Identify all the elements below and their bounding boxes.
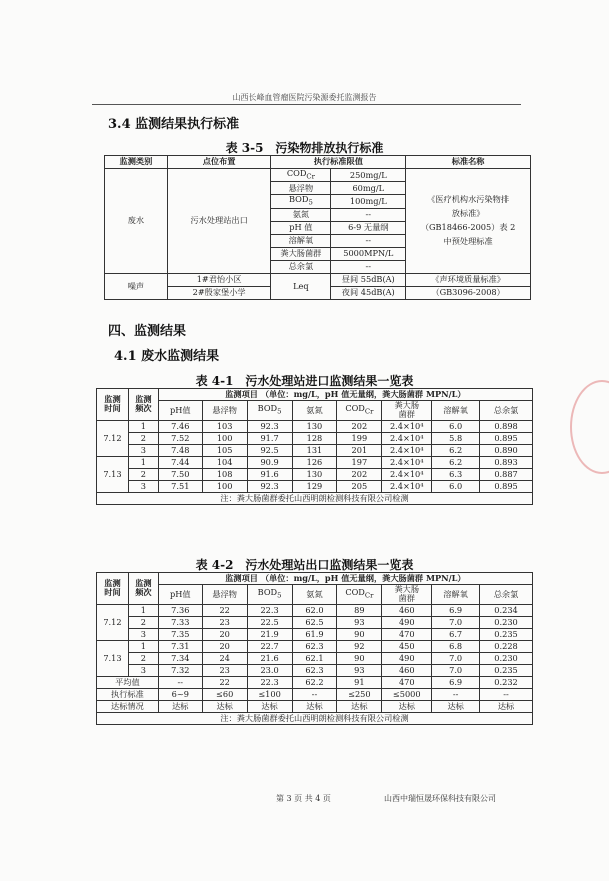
value-cell: 2.4×10⁴	[382, 420, 432, 432]
value-cell: 202	[337, 420, 382, 432]
value-cell: 22.7	[247, 640, 292, 652]
header-rule	[92, 104, 521, 105]
table-row: pH 值 6-9 无量纲	[105, 221, 531, 234]
value-cell: 91	[337, 676, 382, 688]
value-cell: 6.2	[432, 444, 480, 456]
table-note: 注：粪大肠菌群委托山西明朗检测科技有限公司检测	[97, 492, 533, 504]
value-cell: 20	[202, 640, 247, 652]
table-row	[97, 432, 533, 444]
summary-row	[97, 700, 533, 712]
value-cell: 2.4×10⁴	[382, 456, 432, 468]
value-cell: 2	[128, 652, 158, 664]
value-cell: 22.3	[247, 604, 292, 616]
value-cell: 7.44	[158, 456, 202, 468]
value-cell: 0.235	[480, 664, 533, 676]
value-cell: 92.3	[247, 420, 292, 432]
value-cell: 7.31	[158, 640, 202, 652]
value-cell: 0.230	[480, 616, 533, 628]
table-row	[97, 444, 533, 456]
param-cell: $COD_{Cr}$	[271, 169, 331, 182]
value-cell: 6.0	[432, 480, 480, 492]
value-cell: 6.8	[432, 640, 480, 652]
table-row	[97, 604, 533, 616]
limit-cell: 250mg/L	[331, 169, 406, 182]
value-cell: 104	[202, 456, 247, 468]
value-cell: 7.0	[432, 664, 480, 676]
table-row: 悬浮物 60mg/L	[105, 182, 531, 195]
table-4-2-summary	[97, 676, 533, 712]
value-cell: 20	[202, 628, 247, 640]
summary-row	[97, 688, 533, 700]
table-row	[105, 169, 531, 182]
value-cell: 6~9	[158, 688, 202, 700]
value-cell: 62.3	[292, 640, 337, 652]
value-cell: 61.9	[292, 628, 337, 640]
table-row: 总余氯 --	[105, 260, 531, 273]
category-cell: 废水	[105, 169, 168, 274]
location-cell: 污水处理站出口	[167, 169, 271, 274]
value-cell: 490	[382, 652, 432, 664]
value-cell: 2	[128, 432, 158, 444]
value-cell: 3	[128, 444, 158, 456]
value-cell: 2.4×10⁴	[382, 444, 432, 456]
value-cell: 130	[292, 468, 337, 480]
value-cell: 128	[292, 432, 337, 444]
col-header: 标准名称	[406, 156, 531, 169]
summary-row	[97, 676, 533, 688]
value-cell: ≤60	[202, 688, 247, 700]
standard-cell: 《医疗机构水污染物排 放标准》 （GB18466-2005）表 2 中预处理标准	[406, 169, 531, 274]
value-cell: 2.4×10⁴	[382, 468, 432, 480]
value-cell: 62.5	[292, 616, 337, 628]
value-cell: 0.895	[480, 432, 533, 444]
value-cell: 62.2	[292, 676, 337, 688]
value-cell: 7.32	[158, 664, 202, 676]
value-cell: 92.3	[247, 480, 292, 492]
value-cell: 24	[202, 652, 247, 664]
value-cell: 0.235	[480, 628, 533, 640]
table-3-5	[104, 155, 531, 300]
value-cell: ≤100	[247, 688, 292, 700]
value-cell: 131	[292, 444, 337, 456]
table-3-5-caption: 表 3-5 污染物排放执行标准	[225, 141, 384, 155]
company-footer: 山西中瑞恒晟环保科技有限公司	[384, 794, 496, 803]
summary-label: 平均值	[97, 676, 159, 688]
value-cell: 93	[337, 664, 382, 676]
value-cell: 6.7	[432, 628, 480, 640]
section-3-4-heading: 3.4 监测结果执行标准	[108, 117, 240, 132]
value-cell: 62.1	[292, 652, 337, 664]
value-cell: 0.895	[480, 480, 533, 492]
table-row	[97, 664, 533, 676]
value-cell: 达标	[337, 700, 382, 712]
value-cell: 470	[382, 676, 432, 688]
value-cell: 205	[337, 480, 382, 492]
value-cell: 22	[202, 604, 247, 616]
table-4-1-body	[97, 420, 533, 492]
value-cell: 89	[337, 604, 382, 616]
table-row: 噪声 1#君怡小区 Leq 昼间 55dB(A) 《声环境质量标准》	[105, 273, 531, 286]
table-row	[97, 480, 533, 492]
value-cell: 1	[128, 456, 158, 468]
value-cell: 7.51	[158, 480, 202, 492]
value-cell: 460	[382, 664, 432, 676]
value-cell: 7.35	[158, 628, 202, 640]
table-row	[97, 652, 533, 664]
value-cell: 3	[128, 480, 158, 492]
value-cell: 90	[337, 628, 382, 640]
value-cell: 126	[292, 456, 337, 468]
value-cell: 0.228	[480, 640, 533, 652]
date-cell: 7.13	[97, 456, 129, 492]
table-row	[97, 640, 533, 652]
value-cell: 90	[337, 652, 382, 664]
value-cell: 21.6	[247, 652, 292, 664]
value-cell: 达标	[247, 700, 292, 712]
value-cell: 0.887	[480, 468, 533, 480]
value-cell: 103	[202, 420, 247, 432]
value-cell: 1	[128, 640, 158, 652]
value-cell: 2.4×10⁴	[382, 480, 432, 492]
value-cell: 22	[202, 676, 247, 688]
value-cell: 0.898	[480, 420, 533, 432]
value-cell: 达标	[480, 700, 533, 712]
value-cell: 202	[337, 468, 382, 480]
red-seal-stamp	[570, 380, 609, 474]
date-cell: 7.12	[97, 604, 129, 640]
table-row	[105, 156, 531, 169]
section-4-1-heading: 4.1 废水监测结果	[114, 349, 220, 364]
value-cell: 129	[292, 480, 337, 492]
value-cell: 达标	[292, 700, 337, 712]
value-cell: 90.9	[247, 456, 292, 468]
value-cell: 1	[128, 420, 158, 432]
value-cell: 470	[382, 628, 432, 640]
section-4-heading: 四、监测结果	[108, 324, 187, 339]
value-cell: 197	[337, 456, 382, 468]
table-4-2-caption: 表 4-2 污水处理站出口监测结果一览表	[195, 558, 414, 572]
value-cell: 7.48	[158, 444, 202, 456]
page-number: 第 3 页 共 4 页	[276, 794, 331, 803]
table-row: $BOD_5$ 100mg/L	[105, 195, 531, 208]
table-row	[97, 420, 533, 432]
value-cell: --	[432, 688, 480, 700]
value-cell: 199	[337, 432, 382, 444]
table-row	[97, 616, 533, 628]
value-cell: 2.4×10⁴	[382, 432, 432, 444]
value-cell: 达标	[202, 700, 247, 712]
table-note: 注：粪大肠菌群委托山西明朗检测科技有限公司检测	[97, 712, 533, 724]
col-header: 监测类别	[105, 156, 168, 169]
value-cell: 92	[337, 640, 382, 652]
summary-label: 执行标准	[97, 688, 159, 700]
value-cell: 21.9	[247, 628, 292, 640]
value-cell: 91.7	[247, 432, 292, 444]
value-cell: 0.890	[480, 444, 533, 456]
value-cell: 201	[337, 444, 382, 456]
date-cell: 7.12	[97, 420, 129, 456]
table-4-1-caption: 表 4-1 污水处理站进口监测结果一览表	[195, 374, 414, 388]
value-cell: ≤250	[337, 688, 382, 700]
value-cell: 7.46	[158, 420, 202, 432]
value-cell: ≤5000	[382, 688, 432, 700]
date-cell: 7.13	[97, 640, 129, 676]
col-header: 执行标准限值	[271, 156, 406, 169]
value-cell: 2	[128, 616, 158, 628]
value-cell: 450	[382, 640, 432, 652]
value-cell: 6.2	[432, 456, 480, 468]
value-cell: 6.9	[432, 676, 480, 688]
value-cell: 6.9	[432, 604, 480, 616]
value-cell: 达标	[432, 700, 480, 712]
table-row: 氨氮 --	[105, 208, 531, 221]
value-cell: 22.5	[247, 616, 292, 628]
value-cell: 6.3	[432, 468, 480, 480]
table-4-2: 监测 时间 监测 频次 监测项目 （单位：mg/L，pH 值无量纲，粪大肠菌群 MPN/L） pH值 悬浮物 $BOD_5$ 氨氮 $COD_{Cr}$ 粪大肠 菌群 溶解氧 总余氯 7.12 1 7.36 22 22.3 62.0 89 460 6.9 0.234 2 7.33 23 22.5 62.5 93 490 7.0 0.230 3 7.35 20 21.9 61.9 90 470 6.7 0.235 7.13 1 7.31 20 22.7 62.3 92 450 6.8 0.228 2 7.34 24 21.6 62.1 90 490 7.0 0.230 3 7.32 23 23.0 62.3 93 460 7.0 0.235 平均值 -- 22 22.3 62.2 91 470 6.9 0.232 执行标准 6~9 ≤60 ≤100 -- ≤250 ≤5000 -- -- 达标情况 达标 达标 达标 达标 达标 达标 达标 达标 注：粪大肠菌群委托山西明朗检测科技有限公司检测	[96, 572, 533, 725]
value-cell: 23	[202, 664, 247, 676]
value-cell: 62.0	[292, 604, 337, 616]
summary-label: 达标情况	[97, 700, 159, 712]
value-cell: 91.6	[247, 468, 292, 480]
value-cell: 0.232	[480, 676, 533, 688]
value-cell: 23.0	[247, 664, 292, 676]
value-cell: 7.50	[158, 468, 202, 480]
value-cell: 130	[292, 420, 337, 432]
table-row: 溶解氧 --	[105, 234, 531, 247]
value-cell: 23	[202, 616, 247, 628]
value-cell: 100	[202, 480, 247, 492]
value-cell: --	[292, 688, 337, 700]
value-cell: 3	[128, 628, 158, 640]
value-cell: 93	[337, 616, 382, 628]
table-row: 粪大肠菌群 5000MPN/L	[105, 247, 531, 260]
value-cell: 3	[128, 664, 158, 676]
value-cell: 7.0	[432, 652, 480, 664]
value-cell: 460	[382, 604, 432, 616]
table-row: 2#殷家堡小学 夜间 45dB(A) （GB3096-2008）	[105, 286, 531, 299]
value-cell: 62.3	[292, 664, 337, 676]
value-cell: --	[480, 688, 533, 700]
value-cell: 100	[202, 432, 247, 444]
value-cell: 0.230	[480, 652, 533, 664]
col-header: 点位布置	[167, 156, 271, 169]
value-cell: 92.5	[247, 444, 292, 456]
table-row	[97, 456, 533, 468]
value-cell: 105	[202, 444, 247, 456]
value-cell: 达标	[158, 700, 202, 712]
table-4-1: 监测 时间 监测 频次 监测项目 （单位：mg/L，pH 值无量纲，粪大肠菌群 MPN/L） pH值 悬浮物 $BOD_5$ 氨氮 $COD_{Cr}$ 粪大肠 菌群 溶解氧 总余氯 7.12 1 7.46 103 92.3 130 202 2.4×10⁴ 6.0 0.898 2 7.52 100 91.7 128 199 2.4×10⁴ 5.8 0.895 3 7.48 105 92.5 131 201 2.4×10⁴ 6.2 0.890 7.13 1 7.44 104 90.9 126 197 2.4×10⁴ 6.2 0.893 2 7.50 108 91.6 130 202 2.4×10⁴ 6.3 0.887 3 7.51 100 92.3 129 205 2.4×10⁴ 6.0 0.895 注：粪大肠菌群委托山西明朗检测科技有限公司检测	[96, 388, 533, 505]
value-cell: 达标	[382, 700, 432, 712]
value-cell: 0.893	[480, 456, 533, 468]
value-cell: 490	[382, 616, 432, 628]
value-cell: --	[158, 676, 202, 688]
value-cell: 7.34	[158, 652, 202, 664]
value-cell: 0.234	[480, 604, 533, 616]
value-cell: 108	[202, 468, 247, 480]
value-cell: 7.33	[158, 616, 202, 628]
value-cell: 2	[128, 468, 158, 480]
table-row	[97, 628, 533, 640]
value-cell: 22.3	[247, 676, 292, 688]
value-cell: 5.8	[432, 432, 480, 444]
value-cell: 7.0	[432, 616, 480, 628]
table-4-2-body	[97, 604, 533, 676]
value-cell: 7.52	[158, 432, 202, 444]
value-cell: 1	[128, 604, 158, 616]
value-cell: 6.0	[432, 420, 480, 432]
value-cell: 7.36	[158, 604, 202, 616]
running-header: 山西长峰血管瘤医院污染源委托监测报告	[232, 93, 377, 102]
table-row	[97, 468, 533, 480]
